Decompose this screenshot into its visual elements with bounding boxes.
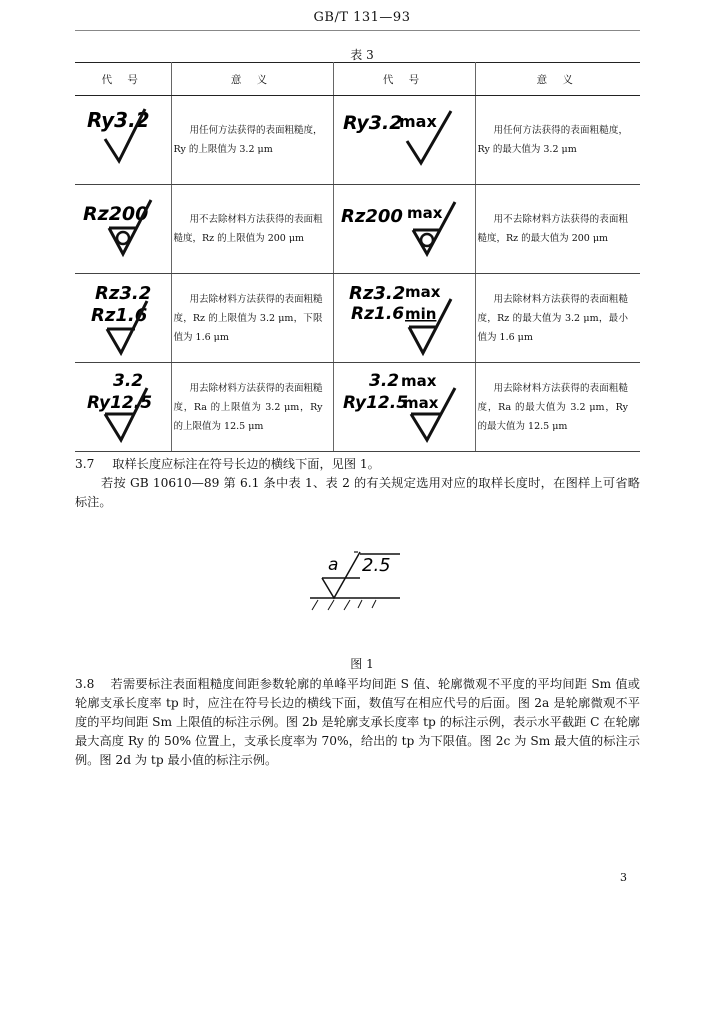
circle-mark [117, 232, 129, 244]
table-row [75, 96, 640, 185]
symbol-cell [333, 96, 475, 185]
symbol-suffix: max [403, 394, 439, 412]
meaning-cell [171, 185, 333, 274]
table-row [75, 363, 640, 452]
symbol-cell [333, 185, 475, 274]
symbol-cell [75, 96, 171, 185]
meaning-text: 用任何方法获得的表面粗糙度，Ry 的上限值为 3.2 μm [173, 125, 323, 155]
table-row [75, 274, 640, 363]
symbol-value: Rz3.2 [94, 283, 151, 304]
table-3 [75, 62, 640, 452]
section-text: 若需要标注表面粗糙度间距参数轮廓的单峰平均间距 S 值、轮廓微观不平度的平均间距 Sm 值或轮廓支承长度率 tp 时，应注在符号长边的横线下面，数值写在相应代号的后面。图 2a 是轮廓微观不平度的平均间距 Sm 上限值的标注示例。图 2b 是轮廓支承长度率 tp 的标注示例，表示水平截距 C 在轮廓最大高度 Ry 的 50% 位置上，支承长度率为 70%，给出的 tp 为下限值。图 2c 为 Sm 最大值的标注示例。图 2d 为 tp 最小值的标注示例。 [75, 677, 640, 767]
paragraph: 若按 GB 10610—89 第 6.1 条中表 1、表 2 的有关规定选用对应的取样长度时，在图样上可省略标注。 [75, 476, 640, 509]
symbol-value: Rz1.6 [351, 304, 405, 324]
meaning-cell [171, 96, 333, 185]
meaning-cell [475, 96, 640, 185]
symbol-suffix: max [401, 372, 437, 390]
col-meaning-header: 意 义 [171, 63, 333, 96]
roughness-symbol [83, 279, 163, 357]
meaning-text: 用不去除材料方法获得的表面粗糙度，Rz 的上限值为 200 μm [173, 214, 323, 244]
section-3-8 [75, 675, 640, 770]
symbol-cell [75, 274, 171, 363]
roughness-symbol [339, 368, 469, 446]
roughness-symbol [81, 194, 165, 264]
roughness-symbol [339, 279, 469, 357]
symbol-value: Ry12.5 [343, 393, 409, 413]
meaning-text: 用去除材料方法获得的表面粗糙度，Ra 的最大值为 3.2 μm，Ry 的最大值为 12.5 μm [477, 382, 628, 432]
roughness-symbol [83, 105, 163, 175]
table-header-row [75, 63, 640, 96]
symbol-cell [333, 363, 475, 452]
header-rule [75, 30, 640, 31]
symbol-cell [75, 363, 171, 452]
symbol-cell [75, 185, 171, 274]
meaning-cell [475, 274, 640, 363]
meaning-text: 用去除材料方法获得的表面粗糙度，Rz 的上限值为 3.2 μm，下限值为 1.6 μm [173, 293, 323, 343]
page-header: GB/T 131—93 [313, 10, 411, 25]
circle-mark [421, 234, 433, 246]
symbol-suffix: min [405, 305, 437, 323]
roughness-symbol [83, 368, 163, 446]
symbol-value: Ry3.2 [343, 112, 403, 134]
symbol-suffix: max [399, 112, 437, 131]
symbol-suffix: max [407, 204, 443, 222]
table-row [75, 185, 640, 274]
figure-label-a: a [328, 555, 339, 575]
symbol-cell [333, 274, 475, 363]
section-number: 3.7 [75, 457, 95, 471]
symbol-value: Rz3.2 [349, 283, 406, 304]
symbol-value: Rz1.6 [90, 305, 147, 326]
symbol-value: Rz200 [82, 203, 149, 225]
section-3-7 [75, 455, 380, 472]
meaning-text: 用不去除材料方法获得的表面粗糙度，Rz 的最大值为 200 μm [477, 214, 628, 244]
roughness-symbol [339, 105, 469, 175]
col-code-header: 代 号 [75, 63, 171, 96]
meaning-cell [171, 363, 333, 452]
symbol-value: Ry12.5 [86, 393, 152, 413]
section-number: 3.8 [75, 677, 95, 691]
figure-1 [300, 538, 420, 614]
meaning-text: 用去除材料方法获得的表面粗糙度，Ra 的上限值为 3.2 μm，Ry 的上限值为 12.5 μm [173, 382, 323, 432]
symbol-value: Ry3.2 [86, 108, 150, 132]
col-meaning-header: 意 义 [475, 63, 640, 96]
page-number: 3 [620, 871, 627, 884]
meaning-text: 用去除材料方法获得的表面粗糙度，Rz 的最大值为 3.2 μm，最小值为 1.6 μm [477, 293, 628, 343]
meaning-cell [475, 363, 640, 452]
figure-1-caption: 图 1 [350, 657, 374, 671]
col-code-header: 代 号 [333, 63, 475, 96]
section-text: 取样长度应标注在符号长边的横线下面，见图 1。 [112, 457, 380, 471]
table-caption: 表 3 [350, 48, 374, 62]
symbol-value: 3.2 [369, 371, 400, 391]
symbol-value: 3.2 [112, 371, 143, 391]
symbol-suffix: max [405, 283, 441, 301]
meaning-text: 用任何方法获得的表面粗糙度，Ry 的最大值为 3.2 μm [477, 125, 628, 155]
symbol-value: Rz200 [341, 206, 403, 227]
figure-value: 2.5 [362, 555, 391, 576]
roughness-symbol [339, 194, 469, 264]
meaning-cell [475, 185, 640, 274]
meaning-cell [171, 274, 333, 363]
